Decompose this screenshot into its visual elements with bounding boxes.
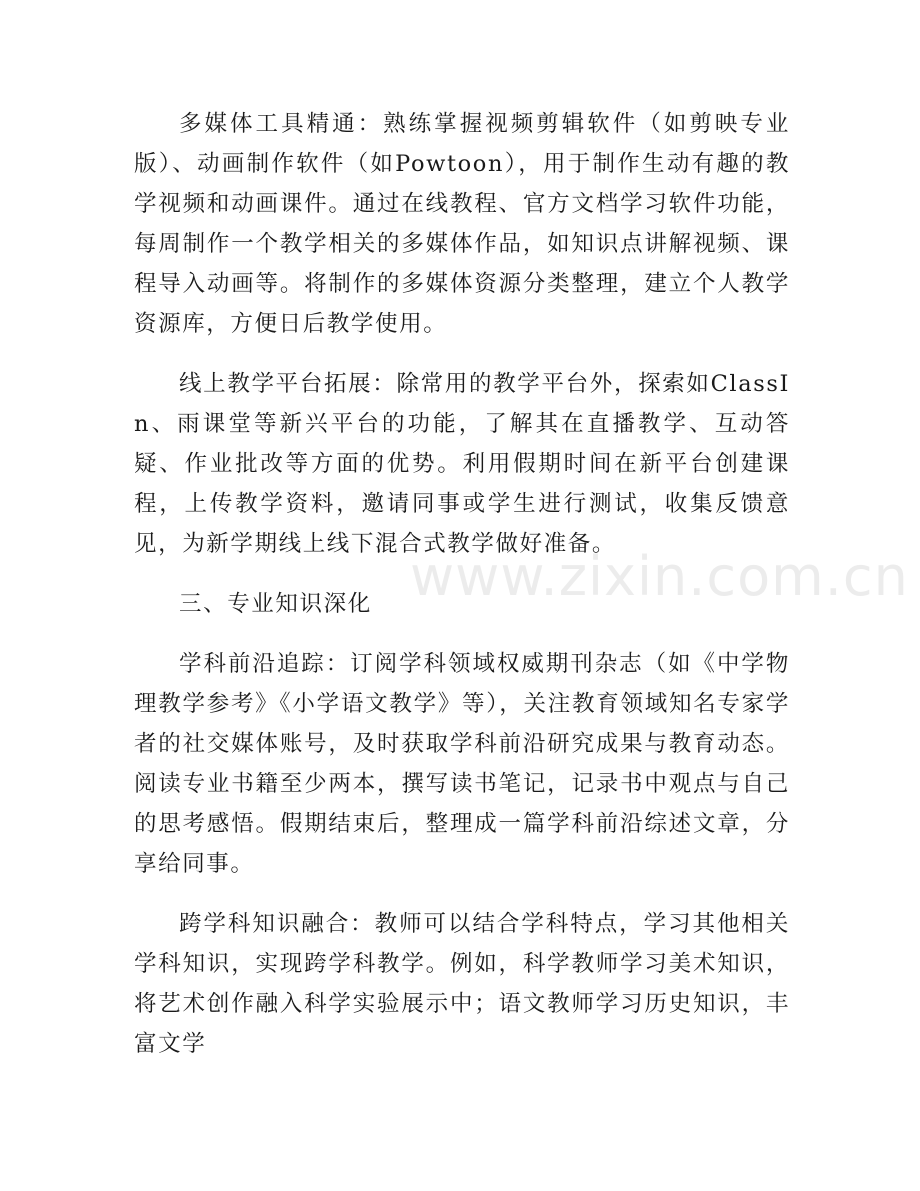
document-body	[134, 104, 790, 1084]
section-heading: 三、专业知识深化	[179, 591, 372, 617]
paragraph-frontier-tracking: 学科前沿追踪：订阅学科领域权威期刊杂志（如《中学物理教学参考》《小学语文教学》等），关注教育领域知名专家学者的社交媒体账号，及时获取学科前沿研究成果与教育动态。阅读专业书籍至少两本，撰写读书笔记，记录书中观点与自己的思考感悟。假期结束后，整理成一篇学科前沿综述文章，分享给同事。	[134, 651, 790, 877]
paragraph-interdisciplinary: 跨学科知识融合：教师可以结合学科特点，学习其他相关学科知识，实现跨学科教学。例如，科学教师学习美术知识，将艺术创作融入科学实验展示中；语文教师学习历史知识，丰富文学	[134, 911, 790, 1057]
watermark: www.zixin.com.cn	[410, 545, 909, 608]
paragraph-online-platforms: 线上教学平台拓展：除常用的教学平台外，探索如ClassIn、雨课堂等新兴平台的功能，了解其在直播教学、互动答疑、作业批改等方面的优势。利用假期时间在新平台创建课程，上传教学资料，邀请同事或学生进行测试，收集反馈意见，为新学期线上线下混合式教学做好准备。	[134, 371, 790, 557]
paragraph-multimedia-tools: 多媒体工具精通：熟练掌握视频剪辑软件（如剪映专业版）、动画制作软件（如Powtoon），用于制作生动有趣的教学视频和动画课件。通过在线教程、官方文档学习软件功能，每周制作一个教学相关的多媒体作品，如知识点讲解视频、课程导入动画等。将制作的多媒体资源分类整理，建立个人教学资源库，方便日后教学使用。	[134, 111, 790, 337]
